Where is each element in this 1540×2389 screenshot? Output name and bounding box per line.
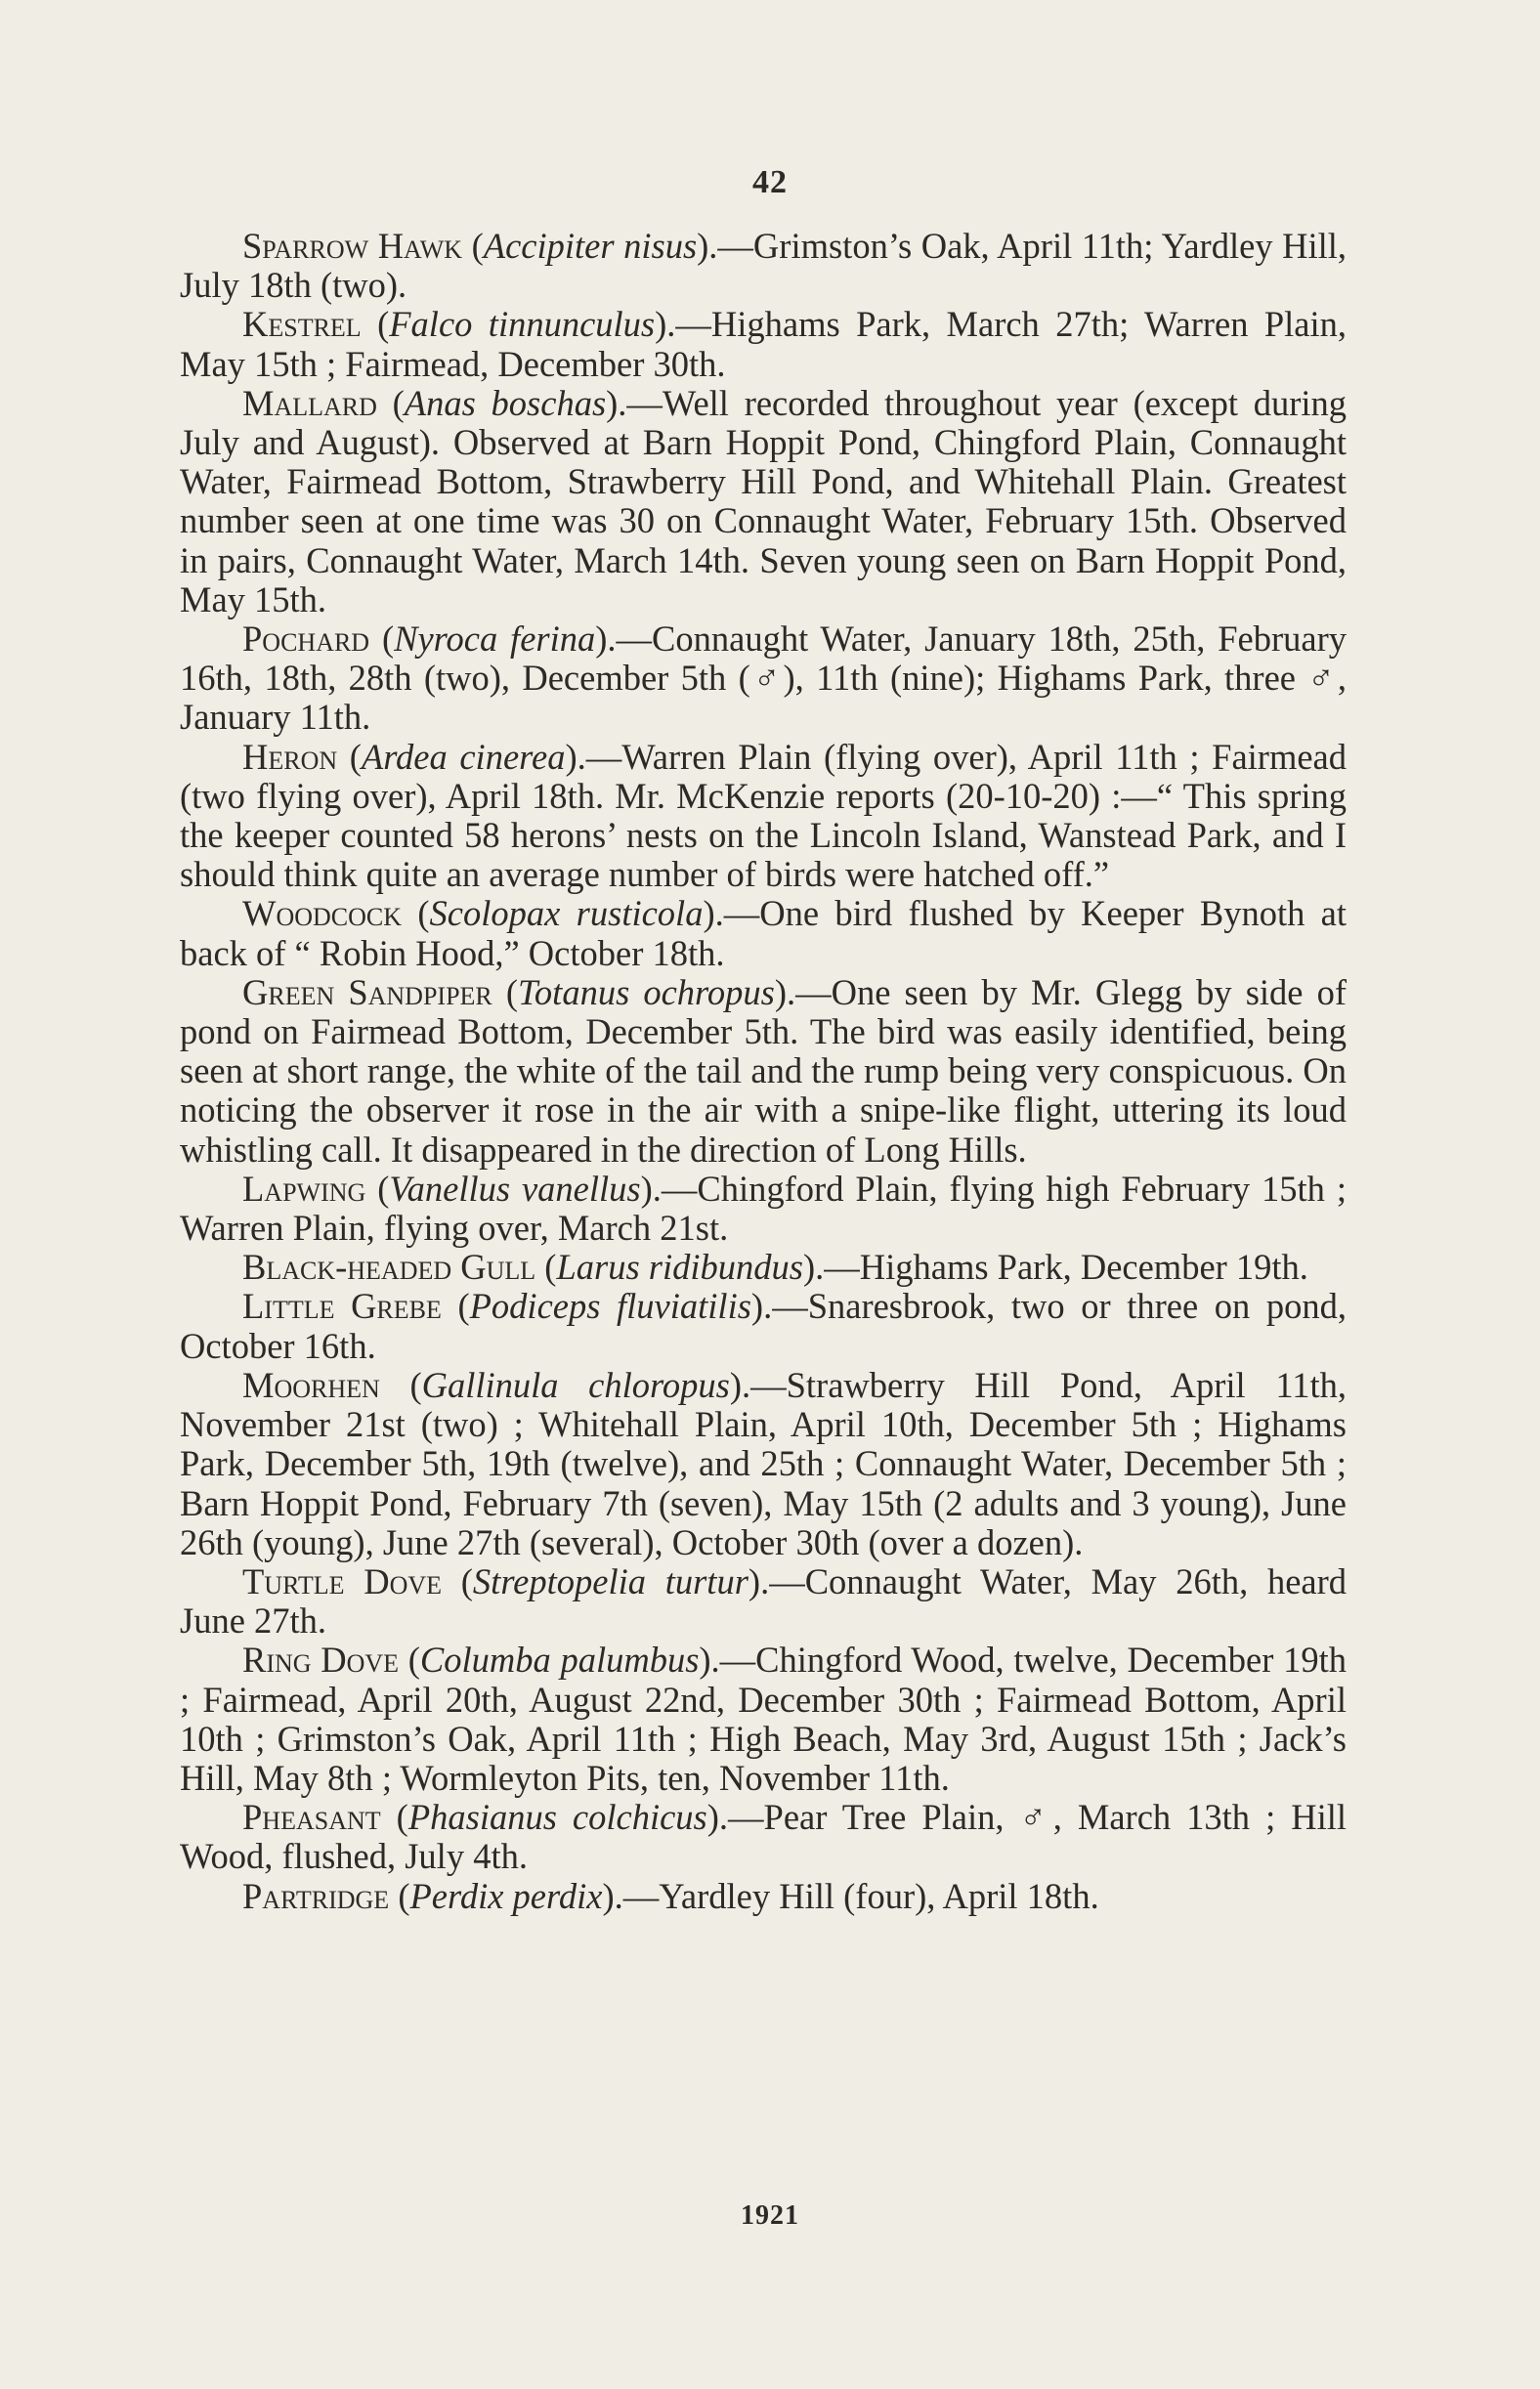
species-name: Lapwing (242, 1168, 366, 1209)
species-record-text: ).—Pear Tree Plain, ♂, March 13th ; Hill Wood, flushed, July 4th. (180, 1797, 1348, 1877)
species-open-paren: ( (376, 382, 405, 423)
species-entry (180, 1562, 1347, 1641)
footer-year: 1921 (741, 2200, 799, 2231)
species-record-text: ).—Highams Park, December 19th. (802, 1247, 1308, 1288)
species-entry (180, 1287, 1347, 1365)
scientific-name: Ardea cinerea (361, 736, 566, 777)
species-record-text: ).—Grimston’s Oak, April 11th; Yardley Hill, July 18th (two). (180, 226, 1347, 306)
species-open-paren: ( (369, 619, 395, 660)
species-open-paren: ( (441, 1286, 470, 1327)
species-entry (180, 973, 1347, 1170)
species-open-paren: ( (365, 1168, 390, 1209)
species-open-paren: ( (361, 304, 390, 345)
scientific-name: Columba palumbus (419, 1640, 700, 1681)
species-name: Ring Dove (242, 1640, 400, 1681)
species-open-paren: ( (442, 1560, 473, 1601)
scientific-name: Streptopelia turtur (472, 1560, 749, 1601)
species-entry (180, 1877, 1347, 1916)
species-entry (180, 619, 1347, 738)
scientific-name: Phasianus colchicus (407, 1797, 707, 1838)
scientific-name: Gallinula chloropus (421, 1364, 730, 1405)
species-entry (180, 1170, 1347, 1248)
species-record-text: ).—One bird flushed by Keeper Bynoth at back of “ Robin Hood,” October 18th. (180, 893, 1348, 973)
page-number: 42 (752, 164, 788, 200)
scientific-name: Anas boschas (404, 382, 607, 423)
species-record-text: ).—One seen by Mr. Glegg by side of pond on Fairmead Bottom, December 5th. The bird was easily identified, being seen at short range, the white of the tail and the rump being very conspicuous. On noticing the observer it rose in the air with a snipe-like flight, uttering its loud whistling call. It disappeared in the direction of Long Hills. (180, 971, 1347, 1170)
species-name: Pochard (242, 619, 370, 660)
species-name: Black-headed Gull (242, 1247, 536, 1288)
species-open-paren: ( (379, 1364, 422, 1405)
species-entry (180, 894, 1347, 972)
scientific-name: Scolopax rusticola (429, 893, 704, 934)
species-entry (180, 227, 1347, 305)
species-record-text: ).—Chingford Plain, flying high February 15th ; Warren Plain, flying over, March 21st. (180, 1168, 1347, 1249)
species-name: Turtle Dove (242, 1560, 443, 1601)
species-open-paren: ( (535, 1247, 557, 1288)
species-open-paren: ( (389, 1875, 410, 1916)
species-entry (180, 305, 1347, 383)
body-text (180, 227, 1347, 1916)
species-open-paren: ( (399, 1640, 420, 1681)
species-open-paren: ( (380, 1797, 408, 1838)
species-record-text: ).—Well recorded throughout year (except during July and August). Observed at Barn Hoppit Pond, Chingford Plain, Connaught Water, Fairmead Bottom, Strawberry Hill Pond, and Whitehall Plain. Greatest number seen at one time was 30 on Connaught Water, February 15th. Observed in pairs, Connaught Water, March 14th. Seven young seen on Barn Hoppit Pond, May 15th. (180, 382, 1348, 619)
species-open-paren: ( (337, 736, 362, 777)
species-entry (180, 1798, 1347, 1876)
species-entry (180, 384, 1347, 619)
species-record-text: ).—Yardley Hill (four), April 18th. (602, 1875, 1099, 1916)
species-name: Heron (242, 736, 338, 777)
species-name: Partridge (242, 1875, 390, 1916)
scientific-name: Larus ridibundus (556, 1247, 803, 1288)
species-record-text: ).—Strawberry Hill Pond, April 11th, November 21st (two) ; Whitehall Plain, April 10th, December 5th ; Highams Park, December 5th, 19th (twelve), and 25th ; Connaught Water, December 5th ; Barn Hoppit Pond, February 7th (seven), May 15th (2 adults and 3 young), June 26th (young), June 27th (several), October 30th (over a dozen). (180, 1364, 1347, 1562)
species-name: Woodcock (242, 893, 403, 934)
scientific-name: Nyroca ferina (394, 619, 596, 660)
species-record-text: ).—Chingford Wood, twelve, December 19th ; Fairmead, April 20th, August 22nd, December 30th ; Fairmead Bottom, April 10th ; Grimston’s Oak, April 11th ; High Beach, May 3rd, August 15th ; Jack’s Hill, May 8th ; Wormleyton Pits, ten, November 11th. (180, 1640, 1347, 1798)
species-entry (180, 1366, 1347, 1562)
species-open-paren: ( (462, 226, 484, 266)
species-record-text: ).—Connaught Water, January 18th, 25th, February 16th, 18th, 28th (two), December 5th (♂), 11th (nine); Highams Park, three ♂, January 11th. (180, 619, 1347, 738)
species-name: Green Sandpiper (242, 971, 492, 1012)
species-name: Mallard (242, 382, 377, 423)
species-entry (180, 1641, 1347, 1798)
species-name: Sparrow Hawk (242, 226, 463, 266)
scientific-name: Totanus ochropus (517, 971, 775, 1012)
scientific-name: Perdix perdix (409, 1875, 603, 1916)
species-name: Kestrel (242, 304, 362, 345)
species-entry (180, 1248, 1347, 1287)
scientific-name: Podiceps fluviatilis (469, 1286, 751, 1327)
species-record-text: ).—Warren Plain (flying over), April 11th ; Fairmead (two flying over), April 18th. Mr. McKenzie reports (20-10-20) :—“ This spring the keeper counted 58 herons’ nests on the Lincoln Island, Wanstead Park, and I should think quite an average number of birds were hatched off.” (180, 736, 1347, 895)
species-record-text: ).—Snaresbrook, two or three on pond, October 16th. (180, 1286, 1347, 1366)
species-open-paren: ( (402, 893, 430, 934)
species-name: Little Grebe (242, 1286, 442, 1327)
species-record-text: ).—Connaught Water, May 26th, heard June 27th. (180, 1560, 1348, 1642)
species-open-paren: ( (492, 971, 518, 1012)
species-name: Moorhen (242, 1364, 380, 1405)
species-entry (180, 738, 1347, 895)
species-name: Pheasant (242, 1797, 381, 1838)
scientific-name: Falco tinnunculus (389, 304, 656, 345)
scientific-name: Vanellus vanellus (389, 1168, 641, 1209)
species-record-text: ).—Highams Park, March 27th; Warren Plain, May 15th ; Fairmead, December 30th. (180, 304, 1348, 384)
scientific-name: Accipiter nisus (483, 226, 698, 266)
